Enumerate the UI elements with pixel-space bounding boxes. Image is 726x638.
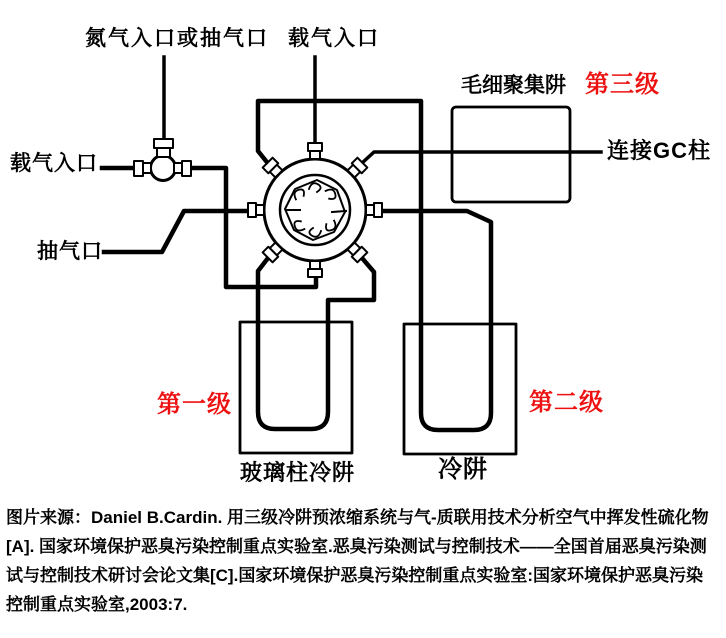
citation-line: 图片来源：Daniel B.Cardin. 用三级冷阱预浓缩系统与气-质联用技术分析空气中挥发性硫化物 [6,508,709,527]
label-capillary-trap: 毛细聚集阱 [461,74,566,97]
capillary-trap-box [452,107,570,202]
label-stage2: 第二级 [529,389,604,416]
label-pump-port: 抽气口 [37,240,103,263]
citation-line: 控制重点实验室,2003:7. [6,595,188,614]
label-cold-trap: 冷阱 [438,456,488,483]
label-stage1: 第一级 [157,391,232,418]
label-carrier-inlet-left: 载气入口 [10,152,98,175]
label-nitrogen-or-pump-inlet: 氮气入口或抽气口 [85,27,269,50]
image-source-citation [6,503,722,619]
eight-port-valve [248,143,382,277]
label-carrier-inlet-top: 载气入口 [288,27,380,50]
label-glass-column-trap: 玻璃柱冷阱 [240,460,356,485]
three-way-valve [134,139,191,181]
citation-line: 试与控制技术研讨会论文集[C].国家环境保护恶臭污染控制重点实验室:国家环境保护恶臭污染 [6,566,703,585]
label-stage3: 第三级 [585,71,660,98]
citation-line: [A]. 国家环境保护恶臭污染控制重点实验室.恶臭污染测试与控制技术——全国首届恶臭污染测 [6,537,707,556]
pipe-gc-line [362,152,601,163]
label-gc-connection: 连接GC柱 [607,138,712,163]
